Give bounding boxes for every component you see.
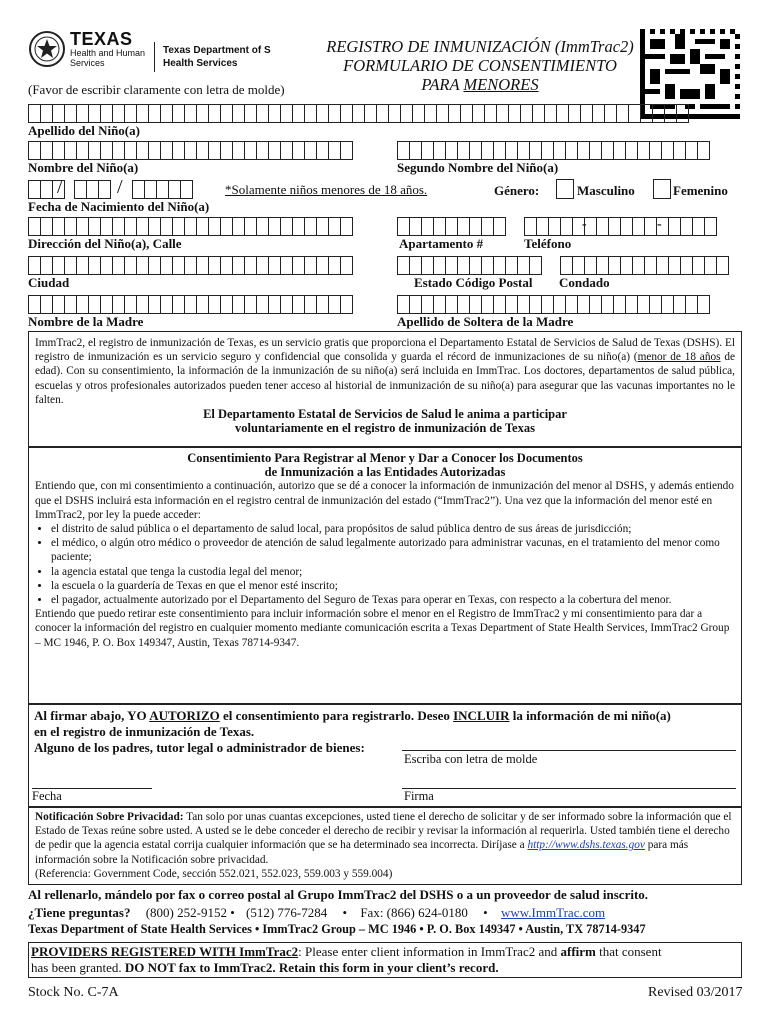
char-box[interactable]	[704, 217, 717, 236]
info-bold1: El Departamento Estatal de Servicios de Salud le anima a participar	[203, 407, 567, 422]
title-line3	[300, 75, 660, 94]
auth-b: el consentimiento para registrarlo. Deseo	[219, 708, 454, 723]
questions-line	[28, 905, 605, 921]
print-name-label: Escriba con letra de molde	[404, 752, 538, 766]
logo-hhs-2: Services	[70, 58, 105, 68]
county-boxes[interactable]	[560, 256, 729, 275]
logo-texas: TEXAS	[70, 29, 133, 49]
phone-dash-2: -	[657, 217, 662, 232]
char-box[interactable]	[340, 295, 353, 314]
first-name-boxes[interactable]	[28, 141, 353, 160]
consent-bullet: • la escuela o la guardería de Texas en que el menor esté inscrito;	[51, 579, 735, 593]
auth-c: la información de mi niño(a)	[509, 708, 671, 723]
phone-label: Teléfono	[524, 236, 572, 251]
providers-affirm: affirm	[560, 944, 596, 959]
dob-day-boxes[interactable]	[74, 180, 111, 199]
consent-title1: Consentimiento Para Registrar al Menor y Dar a Conocer los Documentos	[187, 451, 583, 465]
auth-a: Al firmar abajo, YO	[34, 708, 150, 723]
form-title	[300, 37, 660, 94]
privacy-body: Tan solo por unas cuantas excepciones, usted tiene el derecho de solicitar y de ser informado sobre la información que el Estado de Texas reúne sobre usted. A usted se le debe conceder el derecho de recibir y revisar la información al requerirla. Usted también tiene el derecho de pedir que la agencia estatal corrija cualquier información que se ha determinado sea incorrecta. Diríjase a	[35, 811, 732, 852]
privacy-reference: (Referencia: Government Code, sección 552.021, 552.023, 559.003 y 559.004)	[35, 867, 393, 880]
print-name-line[interactable]	[402, 750, 736, 751]
consent-bullet: • el distrito de salud pública o el departamento de salud local, para propósitos de salud pública dentro de sus áreas de jurisdicción;	[51, 522, 735, 536]
hhs-logo	[70, 30, 160, 68]
info-p1: ImmTrac2, el registro de inmunización de Texas, es un servicio gratis que proporciona el Departamento Estatal de Servicios de Salud de Texas (DSHS). El registro de inmunización es un servicio seguro y confidencial que consolida y guarda el récord de inmunizaciones de su niño(a) (	[35, 337, 735, 364]
dob-label: Fecha de Nacimiento del Niño(a)	[28, 199, 210, 214]
char-box[interactable]	[340, 141, 353, 160]
state-zip-label: Estado Código Postal	[414, 275, 533, 290]
char-box[interactable]	[180, 180, 193, 199]
signature-section	[28, 704, 742, 807]
char-box[interactable]	[493, 217, 506, 236]
char-box[interactable]	[529, 256, 542, 275]
info-p1-end: de edad). Con su consentimiento, la información de la inmunización de su niño(a) será incluida en ImmTrac. Los doctores, departamentos de salud pública, escuelas y otros profesionales autorizados pueden tener acceso al historial de inmunización de su niño(a) para asegurar que las vacunas importantes no le falten.	[35, 351, 736, 406]
authorize-line2: en el registro de inmunización de Texas.	[34, 724, 255, 739]
mother-name-label: Nombre de la Madre	[28, 314, 144, 329]
minors-note: *Solamente niños menores de 18 años.	[225, 182, 428, 197]
bullet-sep: •	[342, 905, 348, 920]
providers-c: that consent	[595, 944, 662, 959]
char-box[interactable]	[340, 217, 353, 236]
signature-line[interactable]	[402, 788, 736, 789]
title-line1: REGISTRO DE INMUNIZACIÓN (ImmTrac2)	[326, 37, 634, 56]
char-box[interactable]	[340, 256, 353, 275]
female-checkbox[interactable]	[653, 179, 671, 199]
consent-outro: Entiendo que puedo retirar este consentimiento para incluir información sobre el menor en el Registro de ImmTrac2 y mi consentimiento para dar a conocer la información del registro en cualquier momento mediante comunicación escrita a Texas Department of State Health Services, ImmTrac2 Group – MC 1946, P. O. Box 149347, Austin, Texas 78714-9347.	[35, 608, 730, 649]
dshs-address: Texas Department of State Health Services • ImmTrac2 Group – MC 1946 • P. O. Box 149347 • Austin, TX 78714-9347	[28, 922, 646, 936]
providers-line2	[31, 960, 739, 976]
char-box[interactable]	[697, 295, 710, 314]
phone-boxes[interactable]	[524, 217, 717, 236]
info-bold2: voluntariamente en el registro de inmunización de Texas	[235, 421, 535, 436]
city-label: Ciudad	[28, 275, 70, 290]
address-label: Dirección del Niño(a), Calle	[28, 236, 182, 251]
info-paragraph	[35, 336, 735, 407]
fax-number: Fax: (866) 624-0180	[360, 905, 468, 920]
providers-box	[28, 942, 742, 978]
providers-2a: has been granted.	[31, 960, 125, 975]
logo-divider	[154, 42, 155, 72]
title-para: PARA	[421, 75, 464, 94]
privacy-section	[28, 807, 742, 885]
consent-section	[28, 447, 742, 704]
dob-slash-1: /	[57, 176, 63, 198]
male-checkbox[interactable]	[556, 179, 574, 199]
stock-number: Stock No. C-7A	[28, 985, 119, 1000]
consent-intro: Entiendo que, con mi consentimiento a continuación, autorizo que se dé a conocer la información de inmunización del menor al DSHS, y además entiendo que el DSHS incluirá esta información en el registro central de inmunización del estado (“ImmTrac2”). Una vez que la información del menor esté en ImmTrac2, por ley la puede acceder:	[35, 480, 734, 521]
texas-seal-icon	[28, 30, 66, 68]
providers-title: PROVIDERS REGISTERED WITH ImmTrac2	[31, 944, 299, 959]
consent-bullet: • el médico, o algún otro médico o proveedor de atención de salud legalmente autorizado para administrar vacunas, en el tratamiento del menor como paciente;	[51, 536, 735, 564]
info-p1-underlined: menor de 18 años	[637, 351, 721, 364]
auth-autorizo: AUTORIZO	[149, 708, 220, 723]
providers-2b: DO NOT fax to ImmTrac2. Retain this form in your client’s record.	[124, 960, 499, 975]
mother-maiden-boxes[interactable]	[397, 295, 710, 314]
mother-name-boxes[interactable]	[28, 295, 353, 314]
county-label: Condado	[559, 275, 610, 290]
gender-label: Género:	[494, 183, 540, 198]
authorize-line1	[34, 708, 736, 724]
questions-label: ¿Tiene preguntas?	[28, 905, 131, 920]
male-label: Masculino	[577, 183, 635, 198]
signature-label: Firma	[404, 789, 434, 803]
char-box[interactable]	[676, 104, 689, 123]
mother-maiden-label: Apellido de Soltera de la Madre	[397, 314, 574, 329]
middle-name-label: Segundo Nombre del Niño(a)	[397, 160, 559, 175]
auth-incluir: INCLUIR	[453, 708, 510, 723]
female-label: Femenino	[673, 183, 728, 198]
phone-1: (800) 252-9152 •	[145, 905, 235, 920]
consent-bullets	[35, 522, 735, 607]
phone-dash-1: -	[582, 217, 587, 232]
date-label: Fecha	[32, 789, 62, 803]
last-name-boxes[interactable]	[28, 104, 689, 123]
bullet-sep: •	[483, 905, 488, 920]
dshs-line1: Texas Department of S	[163, 45, 271, 56]
char-box[interactable]	[716, 256, 729, 275]
dob-slash-2: /	[117, 176, 123, 198]
state-zip-boxes[interactable]	[397, 256, 542, 275]
dshs-line2: Health Services	[163, 58, 238, 69]
privacy-title: Notificación Sobre Privacidad:	[35, 811, 184, 823]
dshs-link[interactable]: http://www.dshs.texas.gov	[527, 839, 645, 852]
last-name-label: Apellido del Niño(a)	[28, 123, 140, 138]
privacy-text	[35, 810, 735, 867]
apt-label: Apartamento #	[399, 236, 484, 251]
dshs-name	[163, 44, 271, 70]
city-boxes[interactable]	[28, 256, 353, 275]
guardian-label: Alguno de los padres, tutor legal o administrador de bienes:	[34, 740, 365, 755]
middle-name-boxes[interactable]	[397, 141, 710, 160]
providers-line1	[31, 944, 739, 960]
providers-a: : Please enter client information in ImmTrac2 and	[298, 944, 561, 959]
title-menores: MENORES	[463, 75, 539, 94]
dob-year-boxes[interactable]	[132, 180, 193, 199]
consent-bullet: • la agencia estatal que tenga la custodia legal del menor;	[51, 565, 735, 579]
char-box[interactable]	[697, 141, 710, 160]
info-section	[28, 331, 742, 447]
first-name-label: Nombre del Niño(a)	[28, 160, 139, 175]
consent-bullet: • el pagador, actualmente autorizado por el Departamento del Seguro de Texas para operar en Texas, con respecto a la cobertura del menor.	[51, 593, 735, 607]
revised-date: Revised 03/2017	[648, 985, 743, 1000]
logo-hhs-1: Health and Human	[70, 48, 146, 58]
title-line2: FORMULARIO DE CONSENTIMIENTO	[343, 56, 617, 75]
char-box[interactable]	[98, 180, 111, 199]
phone-2: (512) 776-7284	[246, 905, 328, 920]
consent-title2: de Inmunización a las Entidades Autorizadas	[264, 465, 506, 480]
privacy-body2: para más información sobre la Notificación sobre privacidad.	[35, 839, 689, 866]
address-boxes[interactable]	[28, 217, 353, 236]
print-instruction: (Favor de escribir claramente con letra de molde)	[28, 82, 285, 97]
immtrac-link[interactable]: www.ImmTrac.com	[500, 905, 606, 920]
apt-boxes[interactable]	[397, 217, 506, 236]
fax-instruction: Al rellenarlo, mándelo por fax o correo postal al Grupo ImmTrac2 del DSHS o a un proveedor de salud inscrito.	[28, 887, 649, 902]
